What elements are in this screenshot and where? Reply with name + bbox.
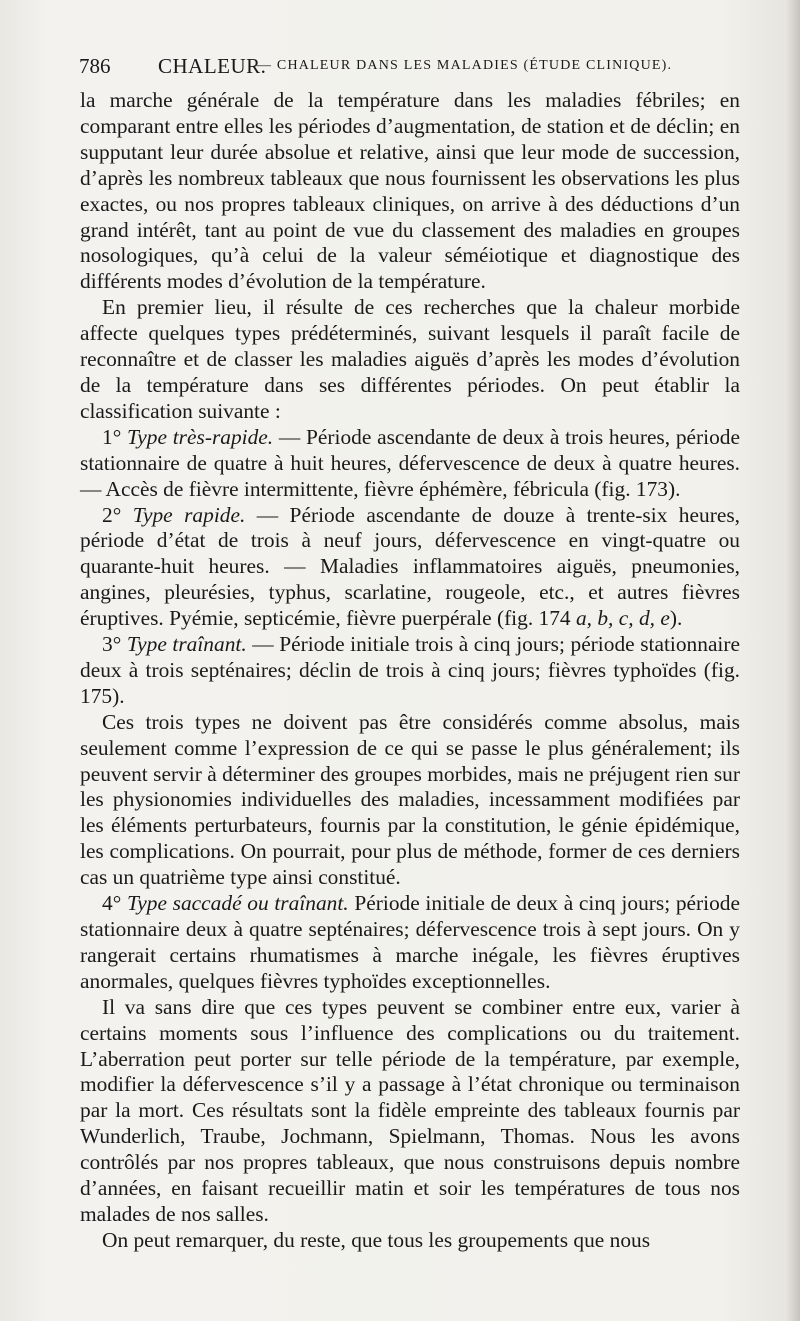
type-label: Type saccadé ou traînant. xyxy=(126,891,349,916)
figure-refs: a, b, c, d, e xyxy=(575,606,670,631)
paragraph-trois-types: Ces trois types ne doivent pas être considérés comme absolus, mais seulement comme l’expression de ce qui se passe le plus généralement; ils peuvent servir à déterminer des groupes morbides, mais ne préjugent rien sur les physionomies individuelles des maladies, incessamment modifiées par les éléments perturbateurs, fournis par la constitution, le génie épidémique, les complications. On pourrait, pour plus de méthode, former de ces derniers cas un quatrième type ainsi constitué. xyxy=(80,709,740,890)
page-number: 786 xyxy=(79,54,111,78)
type-description: — Période ascendante de deux à trois heures, période stationnaire de quatre à huit heures, défervescence de deux à quatre heures. — Accès de fièvre intermittente, fièvre éphémère, fébricula (fig. 173). xyxy=(80,424,740,501)
type-number: 2° xyxy=(102,502,122,527)
type-description: — Période ascendante de douze à trente-six heures, période d’état de trois à neuf jours, défervescence en vingt-quatre ou quarante-huit heures. — Maladies inflammatoires aiguës, pneumonies, angines, pleurésies, typhus, scarlatine, rougeole, etc., et autres fièvres éruptives. Pyémie, septicémie, fièvre puerpérale (fig. 174 xyxy=(80,502,740,631)
paragraph-premier-lieu: En premier lieu, il résulte de ces recherches que la chaleur morbide affecte quelques types prédéterminés, suivant lesquels il paraît facile de reconnaître et de classer les maladies aiguës d’après les modes d’évolution de la température dans ses différentes périodes. On peut établir la classification suivante : xyxy=(80,295,740,423)
paragraph-remarque: On peut remarquer, du reste, que tous les groupements que nous xyxy=(102,1227,651,1252)
type-number: 4° xyxy=(102,891,122,916)
type-number: 3° xyxy=(102,632,122,657)
type-item-2 xyxy=(80,503,740,633)
type-item-4 xyxy=(80,891,740,995)
type-label: Type très-rapide. xyxy=(127,424,274,449)
type-description-end: ). xyxy=(669,606,683,631)
type-description: — Période initiale trois à cinq jours; période stationnaire deux à trois septénaires; déclin de trois à cinq jours; fièvres typhoïdes (fig. 175). xyxy=(80,632,740,708)
running-subtitle: — CHALEUR DANS LES MALADIES (ÉTUDE CLINIQUE). xyxy=(257,58,673,73)
type-number: 1° xyxy=(102,424,122,449)
paragraph-continuation: la marche générale de la température dans les maladies fébriles; en comparant entre elles les périodes d’augmentation, de station et de déclin; en supputant leur durée absolue et relative, ainsi que leur mode de succession, d’après les nombreux tableaux que nous fournissent les observations les plus exactes, ou nos propres tableaux cliniques, on arrive à des déductions d’un grand intérêt, tant au point de vue du classement des maladies en groupes nosologiques, qu’à celui de la valeur séméiotique et diagnostique des différents modes d’évolution de la température. xyxy=(80,88,740,294)
body-text xyxy=(80,88,740,1254)
type-label: Type rapide. xyxy=(132,502,246,527)
running-title: CHALEUR. xyxy=(158,54,267,78)
page-edge-shadow xyxy=(786,0,800,1321)
running-header xyxy=(79,54,739,84)
type-item-1 xyxy=(80,425,740,503)
type-description: Période initiale de deux à cinq jours; période stationnaire deux à quatre septénaires; défervescence trois à sept jours. On y rangerait certains rhumatismes à marche inégale, les fièvres éruptives anormales, quelques fièvres typhoïdes exceptionnelles. xyxy=(80,891,740,993)
type-item-3 xyxy=(80,632,740,710)
type-label: Type traînant. xyxy=(126,632,247,657)
paragraph-combinaisons: Il va sans dire que ces types peuvent se combiner entre eux, varier à certains moments sous l’influence des complications ou du traitement. L’aberration peut porter sur telle période de la température, par exemple, modifier la défervescence s’il y a passage à l’état chronique ou terminaison par la mort. Ces résultats sont la fidèle empreinte des tableaux fournis par Wunderlich, Traube, Jochmann, Spielmann, Thomas. Nous les avons contrôlés par nos propres tableaux, que nous construisons depuis nombre d’années, en faisant recueillir matin et soir les températures de tous nos malades de nos salles. xyxy=(80,994,740,1226)
